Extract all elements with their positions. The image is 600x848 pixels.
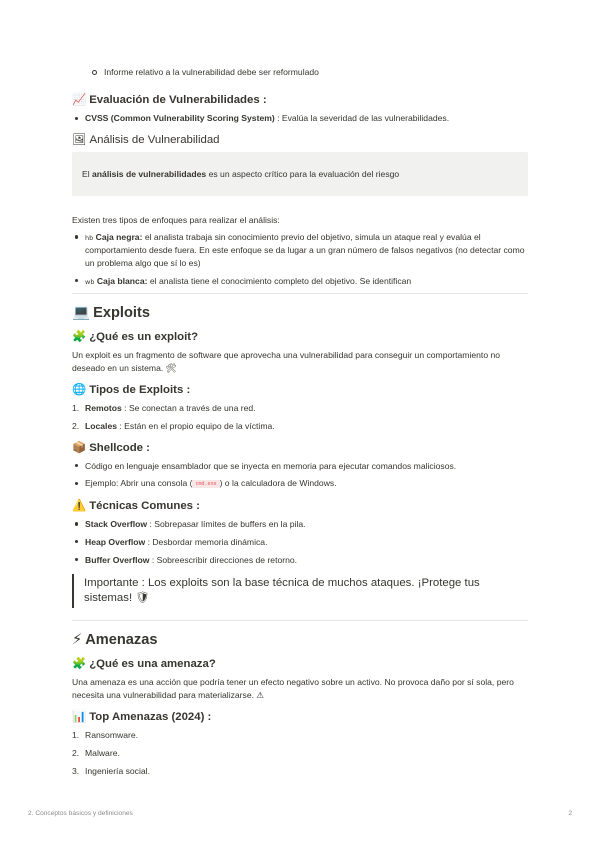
list-item: wb Caja blanca: el analista tiene el conocimiento completo del objetivo. Se identifican: [72, 275, 528, 288]
page-footer: [28, 810, 572, 817]
document-page: [72, 66, 528, 783]
analisis-list: [72, 231, 528, 288]
inline-code: cmd.exe: [192, 480, 219, 488]
broken-image-icon: 🖼: [72, 132, 87, 147]
chart-up-icon: 📈: [72, 92, 87, 106]
divider: [72, 620, 528, 621]
black-box-icon: hb: [85, 233, 94, 242]
package-icon: 📦: [72, 439, 87, 454]
top-amenazas-heading: 📊 Top Amenazas (2024) :: [72, 708, 212, 723]
list-item: 1. Remotos : Se conectan a través de una red.: [72, 403, 256, 414]
list-item: Buffer Overflow : Sobreescribir direcciones de retorno.: [72, 554, 528, 566]
puzzle-icon: 🧩: [72, 656, 87, 671]
list-item: hb Caja negra: el analista trabaja sin conocimiento previo del objetivo, simula un ataque real y evalúa el comportamiento desde fuera. En este enfoque se da lugar a un gran número de falsos negativos (no detectar como un problema algo que sí lo es): [72, 231, 528, 269]
eval-title: Evaluación de Vulnerabilidades :: [89, 94, 267, 106]
footer-page-number: 2: [568, 810, 572, 817]
eval-list: [72, 112, 528, 124]
bar-chart-icon: 📊: [72, 708, 87, 723]
puzzle-icon: 🧩: [72, 329, 87, 344]
shellcode-list: [72, 460, 528, 491]
list-item: Stack Overflow : Sobrepasar límites de buffers en la pila.: [72, 518, 528, 530]
analisis-intro: Existen tres tipos de enfoques para realizar el análisis:: [72, 215, 280, 226]
amenaza-definition: Una amenaza es una acción que podría tener un efecto negativo sobre un activo. No provoca daño por sí sola, pero necesita una vulnerabilidad para materializarse. ⚠: [72, 677, 514, 700]
laptop-icon: 💻: [72, 304, 91, 322]
lightning-icon: ⚡: [72, 631, 83, 649]
list-item: Código en lenguaje ensamblador que se inyecta en memoria para ejecutar comandos maliciosos.: [72, 460, 528, 472]
analisis-title: Análisis de Vulnerabilidad: [89, 134, 220, 147]
list-item: 1. Ransomware.: [72, 729, 139, 740]
important-quote: Importante : Los exploits son la base técnica de muchos ataques. ¡Protege tus sistemas! 🛡: [72, 574, 528, 608]
list-item: 2. Locales : Están en el propio equipo de la víctima.: [72, 421, 275, 432]
tecnicas-list: [72, 518, 528, 566]
exploit-definition: Un exploit es un fragmento de software que aprovecha una vulnerabilidad para conseguir un comportamiento no deseado en un sistema. 🛠: [72, 350, 501, 373]
list-item: 3. Ingeniería social.: [72, 765, 150, 776]
analisis-heading: [72, 132, 528, 147]
shellcode-heading: 📦 Shellcode :: [72, 439, 150, 454]
top-amenazas-list: [72, 729, 528, 777]
exploits-heading: 💻 Exploits: [72, 304, 150, 322]
sub-bullet-item: Informe relativo a la vulnerabilidad debe ser reformulado: [72, 66, 528, 78]
divider: [72, 293, 528, 294]
exploit-question-heading: 🧩 ¿Qué es un exploit?: [72, 329, 199, 344]
footer-section-title: 2. Conceptos básicos y definiciones: [28, 810, 133, 817]
list-item: Heap Overflow : Desbordar memoria dinámica.: [72, 536, 528, 548]
amenazas-heading: ⚡ Amenazas: [72, 631, 158, 649]
amenaza-question-heading: 🧩 ¿Qué es una amenaza?: [72, 656, 216, 671]
callout-box: El análisis de vulnerabilidades es un aspecto crítico para la evaluación del riesgo: [72, 152, 528, 196]
tipos-list: [72, 402, 528, 432]
list-item: CVSS (Common Vulnerability Scoring System) : Evalúa la severidad de las vulnerabilidades.: [72, 112, 528, 124]
eval-heading: [72, 92, 528, 107]
tecnicas-heading: ⚠️ Técnicas Comunes :: [72, 497, 200, 512]
tipos-heading: 🌐 Tipos de Exploits :: [72, 382, 191, 397]
globe-icon: 🌐: [72, 382, 87, 397]
warning-icon: ⚠️: [72, 497, 87, 512]
list-item: 2. Malware.: [72, 747, 120, 758]
list-item: Ejemplo: Abrir una consola ( cmd.exe ) o la calculadora de Windows.: [72, 477, 528, 490]
white-box-icon: wb: [85, 277, 95, 286]
